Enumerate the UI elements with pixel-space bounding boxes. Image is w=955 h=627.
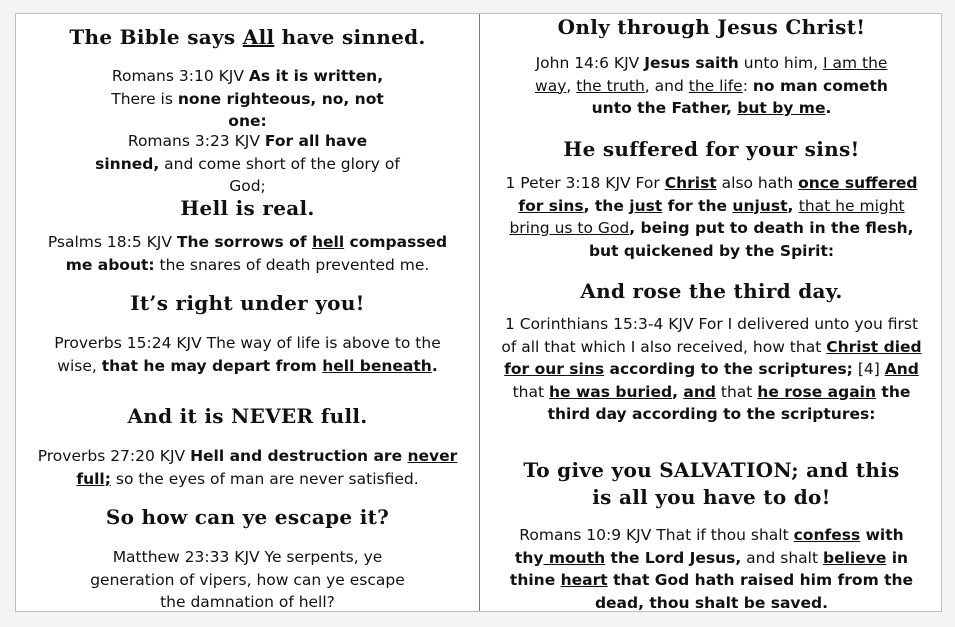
verse-romans-10-9: Romans 10:9 KJV That if thou shalt confess with thy mouth the Lord Jesus, and shalt believe in thine heart that God hath raised him from the dead, thou shalt be saved. (509, 526, 914, 611)
heading-never-full: And it is NEVER full. (127, 404, 368, 428)
heading-suffered-for-sins: He suffered for your sins! (563, 137, 860, 161)
heading-only-through-jesus: Only through Jesus Christ! (557, 15, 866, 39)
heading-all-have-sinned: The Bible says All have sinned. (69, 25, 426, 49)
verse-john-14-6: John 14:6 KJV Jesus saith unto him, I am the way, the truth, and the life: no man cometh unto the Father, but by me. (535, 54, 888, 117)
verse-matthew-23-33: Matthew 23:33 KJV Ye serpents, ye generation of vipers, how can ye escape the damnation of hell? (90, 548, 405, 611)
verse-romans-3-23: Romans 3:23 KJV For all have sinned, and come short of the glory of God; (95, 132, 400, 195)
left-column (16, 14, 479, 611)
document-page (15, 13, 942, 612)
verse-romans-3-10: Romans 3:10 KJV As it is written, There is none righteous, no, not one: (111, 67, 384, 130)
heading-rose-third-day: And rose the third day. (580, 279, 843, 303)
heading-right-under-you: It’s right under you! (130, 291, 365, 315)
verse-psalms-18-5: Psalms 18:5 KJV The sorrows of hell compassed me about: the snares of death prevented me. (47, 233, 448, 274)
verse-proverbs-15-24: Proverbs 15:24 KJV The way of life is above to the wise, that he may depart from hell beneath. (54, 334, 441, 375)
heading-hell-is-real: Hell is real. (180, 196, 315, 220)
verse-proverbs-27-20: Proverbs 27:20 KJV Hell and destruction are never full; so the eyes of man are never satisfied. (37, 447, 458, 488)
heading-how-escape: So how can ye escape it? (105, 505, 390, 529)
right-column (480, 14, 941, 611)
verse-1-peter-3-18: 1 Peter 3:18 KJV For Christ also hath once suffered for sins, the just for the unjust, that he might bring us to God, being put to death in the flesh, but quickened by the Spirit: (505, 174, 918, 260)
heading-salvation: To give you SALVATION; and this is all you have to do! (523, 458, 900, 509)
verse-1-corinthians-15-3-4: 1 Corinthians 15:3-4 KJV For I delivered unto you first of all that which I also received, how that Christ died for our sins according to the scriptures; [4] And that he was buried, and that he rose again the third day according to the scriptures: (501, 315, 922, 423)
